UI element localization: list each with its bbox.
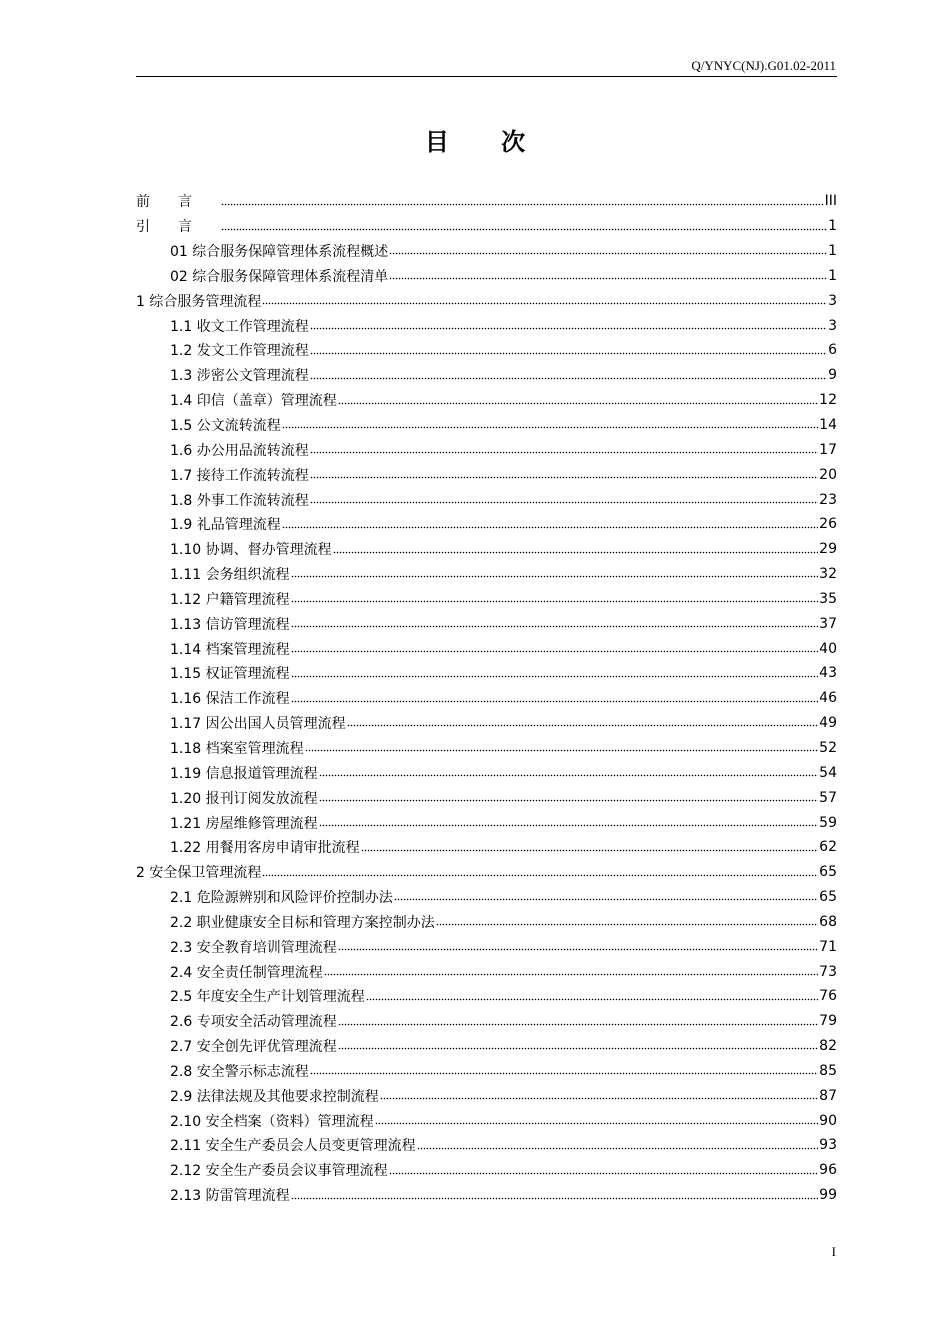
- toc-entry[interactable]: [136, 189, 837, 214]
- header-rule: [136, 76, 837, 77]
- toc-entry[interactable]: [136, 288, 837, 313]
- toc-entry[interactable]: [136, 239, 837, 264]
- toc-entry[interactable]: [136, 537, 837, 562]
- toc-entry[interactable]: [136, 1083, 837, 1108]
- dot-leader: [221, 189, 824, 214]
- dot-leader: [375, 1108, 819, 1133]
- toc-entry-page: 52: [819, 739, 837, 756]
- toc-entry-title: 2.11 安全生产委员会人员变更管理流程: [170, 1138, 416, 1155]
- dot-leader: [389, 239, 827, 264]
- toc-entry-title: 02 综合服务保障管理体系流程清单: [170, 268, 389, 285]
- dot-leader: [291, 587, 819, 612]
- dot-leader: [338, 388, 818, 413]
- toc-entry[interactable]: [136, 437, 837, 462]
- dot-leader: [347, 711, 819, 736]
- toc-entry-page: 37: [819, 615, 837, 632]
- toc-entry-page: 1: [828, 267, 837, 284]
- dot-leader: [436, 909, 818, 934]
- dot-leader: [310, 313, 827, 338]
- dot-leader: [282, 512, 818, 537]
- toc-entry[interactable]: [136, 885, 837, 910]
- dot-leader: [338, 1009, 818, 1034]
- toc-entry[interactable]: [136, 388, 837, 413]
- toc-entry-page: 9: [828, 367, 837, 384]
- toc-entry-title: 1.2 发文工作管理流程: [170, 343, 309, 360]
- toc-entry[interactable]: [136, 984, 837, 1009]
- toc-entry[interactable]: [136, 785, 837, 810]
- toc-entry-title: 1.5 公文流转流程: [170, 418, 281, 435]
- dot-leader: [262, 288, 827, 313]
- toc-entry-title: 1.19 信息报道管理流程: [170, 765, 318, 782]
- dot-leader: [291, 611, 819, 636]
- toc-entry-title: 1.4 印信（盖章）管理流程: [170, 393, 337, 410]
- dot-leader: [310, 462, 818, 487]
- dot-leader: [291, 661, 819, 686]
- toc-entry-title: 1.3 涉密公文管理流程: [170, 368, 309, 385]
- toc-entry-page: 59: [819, 814, 837, 831]
- toc-entry-title: 1.14 档案管理流程: [170, 641, 290, 658]
- toc-entry-page: 57: [819, 789, 837, 806]
- dot-leader: [291, 1183, 819, 1208]
- toc-entry-title: 1.9 礼品管理流程: [170, 517, 281, 534]
- toc-entry-page: 76: [819, 988, 837, 1005]
- dot-leader: [394, 885, 818, 910]
- toc-entry-page: 6: [828, 342, 837, 359]
- toc-entry-title: 2.2 职业健康安全目标和管理方案控制办法: [170, 914, 435, 931]
- dot-leader: [361, 835, 819, 860]
- toc-entry-title: 1.11 会务组织流程: [170, 567, 290, 584]
- toc-entry-page: 99: [819, 1187, 837, 1204]
- toc-entry[interactable]: [136, 487, 837, 512]
- toc-entry-title: 2.8 安全警示标志流程: [170, 1063, 309, 1080]
- toc-entry[interactable]: [136, 959, 837, 984]
- toc-entry-page: 93: [819, 1137, 837, 1154]
- toc-entry-title: 01 综合服务保障管理体系流程概述: [170, 244, 389, 261]
- toc-entry-title: 1.12 户籍管理流程: [170, 591, 290, 608]
- toc-entry-page: 3: [828, 317, 837, 334]
- dot-leader: [333, 537, 819, 562]
- toc-entry-page: 68: [819, 913, 837, 930]
- dot-leader: [291, 636, 819, 661]
- toc-entry[interactable]: [136, 934, 837, 959]
- toc-entry-title: 1.18 档案室管理流程: [170, 740, 304, 757]
- dot-leader: [319, 760, 819, 785]
- toc-entry[interactable]: [136, 587, 837, 612]
- toc-entry[interactable]: [136, 1059, 837, 1084]
- toc-entry[interactable]: [136, 810, 837, 835]
- toc-entry[interactable]: [136, 462, 837, 487]
- toc-entry[interactable]: [136, 562, 837, 587]
- toc-entry[interactable]: [136, 413, 837, 438]
- toc-entry-title: 1.16 保洁工作流程: [170, 691, 290, 708]
- toc-entry-title: 2.12 安全生产委员会议事管理流程: [170, 1163, 388, 1180]
- toc-entry[interactable]: [136, 363, 837, 388]
- toc-entry-page: 65: [819, 889, 837, 906]
- toc-entry-title: 2.9 法律法规及其他要求控制流程: [170, 1088, 379, 1105]
- dot-leader: [366, 984, 818, 1009]
- dot-leader: [417, 1133, 819, 1158]
- dot-leader: [305, 736, 819, 761]
- toc-entry[interactable]: [136, 1158, 837, 1183]
- dot-leader: [310, 437, 818, 462]
- toc-entry[interactable]: [136, 313, 837, 338]
- dot-leader: [221, 214, 827, 239]
- toc-entry-title: 2.5 年度安全生产计划管理流程: [170, 989, 365, 1006]
- toc-entry-title: 前言: [136, 194, 220, 211]
- toc-entry[interactable]: [136, 661, 837, 686]
- toc-entry-page: 26: [819, 516, 837, 533]
- toc-entry-page: 14: [819, 417, 837, 434]
- toc-entry-title: 1.22 用餐用客房申请审批流程: [170, 840, 360, 857]
- toc-entry-title: 1.7 接待工作流转流程: [170, 467, 309, 484]
- dot-leader: [310, 1059, 818, 1084]
- toc-entry-page: 71: [819, 938, 837, 955]
- dot-leader: [338, 934, 818, 959]
- table-of-contents: [136, 189, 837, 1208]
- toc-entry-page: 1: [828, 218, 837, 235]
- toc-entry-title: 2.3 安全教育培训管理流程: [170, 939, 337, 956]
- toc-entry-page: 65: [819, 864, 837, 881]
- toc-entry-title: 引言: [136, 219, 220, 236]
- toc-entry-title: 1.10 协调、督办管理流程: [170, 542, 332, 559]
- dot-leader: [338, 1034, 818, 1059]
- toc-entry-page: 90: [819, 1112, 837, 1129]
- toc-entry-page: 1: [828, 243, 837, 260]
- toc-entry-page: 43: [819, 665, 837, 682]
- toc-entry-title: 1.6 办公用品流转流程: [170, 442, 309, 459]
- toc-entry-page: 3: [828, 292, 837, 309]
- toc-entry-page: 49: [819, 715, 837, 732]
- toc-entry[interactable]: [136, 1009, 837, 1034]
- toc-entry-page: 62: [819, 839, 837, 856]
- dot-leader: [389, 264, 827, 289]
- toc-entry-page: 23: [819, 491, 837, 508]
- toc-entry-title: 2.13 防雷管理流程: [170, 1188, 290, 1205]
- toc-entry[interactable]: [136, 264, 837, 289]
- toc-entry-page: 20: [819, 466, 837, 483]
- toc-entry[interactable]: [136, 214, 837, 239]
- toc-entry-title: 1.13 信访管理流程: [170, 616, 290, 633]
- dot-leader: [319, 810, 819, 835]
- toc-entry-page: 96: [819, 1162, 837, 1179]
- dot-leader: [310, 487, 818, 512]
- toc-entry[interactable]: [136, 686, 837, 711]
- toc-entry-page: 54: [819, 764, 837, 781]
- toc-entry-page: 17: [819, 441, 837, 458]
- toc-entry-title: 1.1 收文工作管理流程: [170, 318, 309, 335]
- toc-entry-title: 2.10 安全档案（资料）管理流程: [170, 1113, 374, 1130]
- toc-entry[interactable]: [136, 512, 837, 537]
- toc-entry-title: 1.21 房屋维修管理流程: [170, 815, 318, 832]
- toc-entry-page: 29: [819, 541, 837, 558]
- toc-entry[interactable]: [136, 1133, 837, 1158]
- dot-leader: [310, 338, 827, 363]
- dot-leader: [291, 686, 819, 711]
- toc-entry-title: 2.7 安全创先评优管理流程: [170, 1039, 337, 1056]
- document-code: Q/YNYC(NJ).G01.02-2011: [691, 58, 836, 73]
- toc-entry-page: III: [824, 193, 837, 210]
- toc-entry-page: 87: [819, 1087, 837, 1104]
- dot-leader: [282, 413, 818, 438]
- toc-entry-title: 2.6 专项安全活动管理流程: [170, 1014, 337, 1031]
- toc-entry[interactable]: [136, 909, 837, 934]
- toc-entry-page: 46: [819, 690, 837, 707]
- dot-leader: [291, 562, 819, 587]
- toc-entry-title: 1.20 报刊订阅发放流程: [170, 790, 318, 807]
- toc-entry-title: 1.17 因公出国人员管理流程: [170, 716, 346, 733]
- toc-entry-page: 82: [819, 1038, 837, 1055]
- toc-entry-page: 35: [819, 590, 837, 607]
- toc-entry-title: 2.1 危险源辨别和风险评价控制办法: [170, 890, 393, 907]
- dot-leader: [324, 959, 818, 984]
- toc-entry[interactable]: [136, 860, 837, 885]
- toc-entry-page: 79: [819, 1013, 837, 1030]
- toc-entry[interactable]: [136, 835, 837, 860]
- dot-leader: [262, 860, 818, 885]
- toc-entry-title: 1.8 外事工作流转流程: [170, 492, 309, 509]
- dot-leader: [380, 1083, 818, 1108]
- toc-entry-title: 2.4 安全责任制管理流程: [170, 964, 323, 981]
- toc-entry-title: 1 综合服务管理流程: [136, 293, 262, 310]
- dot-leader: [310, 363, 827, 388]
- toc-entry-title: 1.15 权证管理流程: [170, 666, 290, 683]
- toc-entry[interactable]: [136, 736, 837, 761]
- toc-entry-page: 40: [819, 640, 837, 657]
- toc-entry-page: 73: [819, 963, 837, 980]
- toc-entry[interactable]: [136, 611, 837, 636]
- toc-entry-page: 32: [819, 566, 837, 583]
- toc-entry-title: 2 安全保卫管理流程: [136, 865, 262, 882]
- toc-entry[interactable]: [136, 711, 837, 736]
- toc-entry[interactable]: [136, 760, 837, 785]
- toc-entry-page: 85: [819, 1062, 837, 1079]
- toc-entry[interactable]: [136, 1034, 837, 1059]
- dot-leader: [319, 785, 819, 810]
- page-title: 目 次: [424, 128, 548, 156]
- toc-entry[interactable]: [136, 636, 837, 661]
- toc-entry[interactable]: [136, 1108, 837, 1133]
- toc-entry[interactable]: [136, 1183, 837, 1208]
- toc-entry[interactable]: [136, 338, 837, 363]
- page-number: I: [831, 1244, 836, 1259]
- dot-leader: [389, 1158, 819, 1183]
- toc-entry-page: 12: [819, 392, 837, 409]
